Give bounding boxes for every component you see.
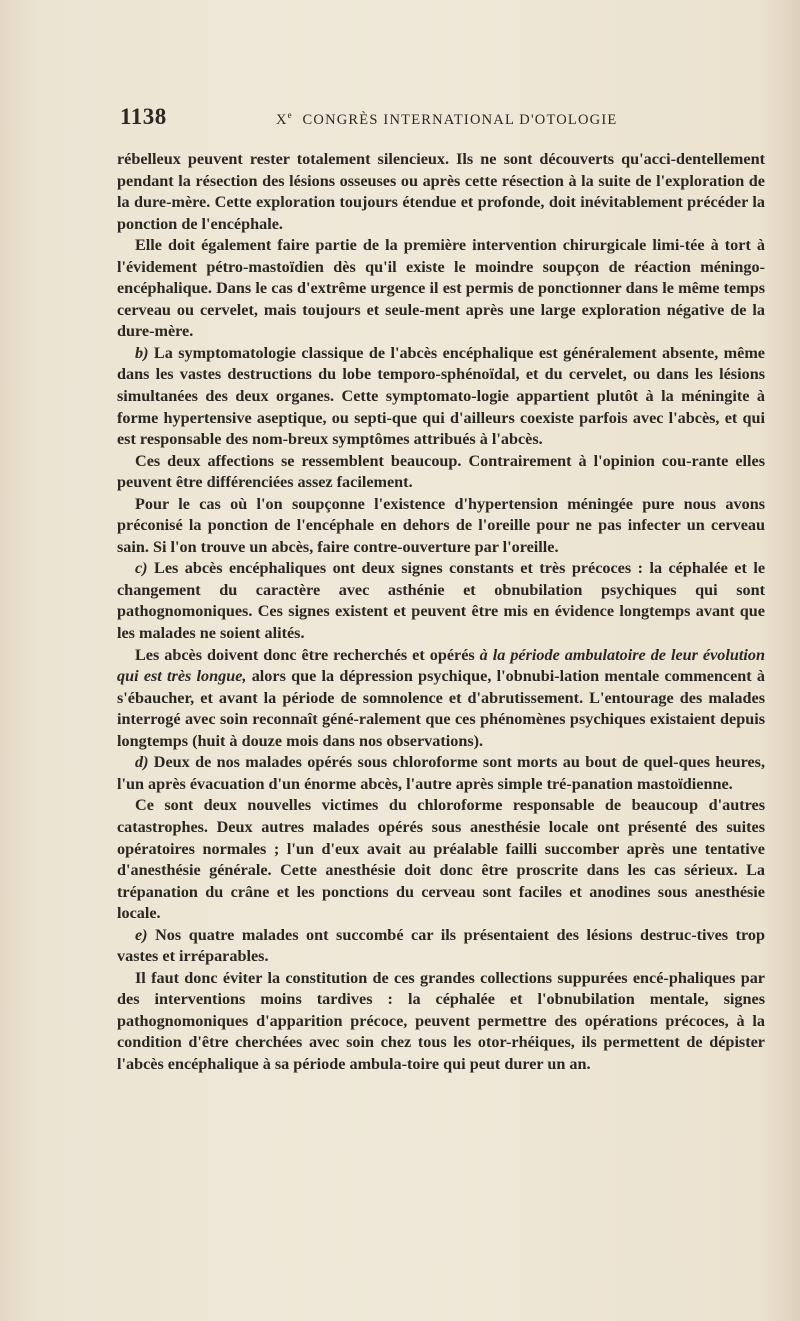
running-head-title: CONGRÈS INTERNATIONAL D'OTOLOGIE bbox=[302, 112, 618, 128]
paragraph-emphasis: à la période ambulatoire de leur évolution qui est très longue, bbox=[117, 645, 765, 686]
page-number: 1138 bbox=[120, 104, 167, 129]
paragraph-text: Les abcès encéphaliques ont deux signes constants et très précoces : la céphalée et le changement du caractère avec asthénie et obnubilation psychiques qui sont pathognomoniques. Ces signes existent et peuvent être mis en évidence longtemps avant que les malades ne soient alités. bbox=[117, 559, 765, 643]
paragraph-e bbox=[117, 925, 765, 968]
paragraph-letter: e) bbox=[135, 925, 148, 944]
paragraph-text-before: Les abcès doivent donc être recherchés et opérés bbox=[135, 645, 480, 664]
paragraph-text: La symptomatologie classique de l'abcès encéphalique est généralement absente, même dans les vastes destructions du lobe temporo-sphénoïdal, et du cervelet, ou dans les lésions simultanées des deux organes. Cette symptomato-logie appartient plutôt à la méningite à forme hypertensive aseptique, ou septi-que qui d'ailleurs coexiste parfois avec l'abcès, et qui est responsable des nom-breux symptômes attribués à l'abcès. bbox=[117, 343, 765, 449]
paragraph-d bbox=[117, 752, 765, 795]
paragraph-1: rébelleux peuvent rester totalement silencieux. Ils ne sont découverts qu'acci-dentellement pendant la résection des lésions osseuses ou après cette résection à la suite de l'exploration de la dure-mère. Cette exploration toujours étendue et profonde, doit inévitablement précéder la ponction de l'encéphale. bbox=[117, 150, 765, 233]
paragraph-b bbox=[117, 343, 765, 451]
body-text bbox=[117, 149, 765, 1076]
paragraph-11: Il faut donc éviter la constitution de ces grandes collections suppurées encé-phaliques par des interventions moins tardives : la céphalée et l'obnubilation mentale, signes pathognomoniques d'apparition précoce, peuvent permettre des opérations précoces, à la condition d'être cherchées avec soin chez tous les otor-rhéiques, ils permettent de dépister l'abcès encéphalique à sa période ambula-toire qui peut durer un an. bbox=[117, 968, 765, 1073]
paragraph-letter: b) bbox=[135, 343, 149, 362]
paragraph-text: Nos quatre malades ont succombé car ils présentaient des lésions destruc-tives trop vastes et irréparables. bbox=[117, 925, 765, 966]
paragraph-text: Deux de nos malades opérés sous chloroforme sont morts au bout de quel-ques heures, l'un après évacuation d'un énorme abcès, l'autre après simple tré-panation mastoïdienne. bbox=[117, 753, 765, 793]
running-head-superscript: e bbox=[287, 110, 293, 120]
paragraph-c bbox=[117, 558, 765, 644]
paragraph-text-after: alors que la dépression psychique, l'obnubi-lation mentale commencent à s'ébaucher, et avant la période de somnolence et d'abrutissement. L'entourage des malades interrogé avec soin reconnaît géné-ralement que ces phénomènes psychiques existaient depuis longtemps (huit à douze mois dans nos observations). bbox=[117, 667, 766, 750]
paragraph-9: Ce sont deux nouvelles victimes du chloroforme responsable de beaucoup d'autres catastrophes. Deux autres malades opérés sous anesthésie locale ont présenté des suites opératoires normales ; l'un d'eux avait au préalable failli succomber après une tentative d'anesthésie générale. Cette anesthésie doit donc être proscrite dans les cas sérieux. La trépanation du crâne et les ponctions du cerveau sont faciles et anodines sous anesthésie locale. bbox=[117, 796, 765, 923]
running-head-roman: X bbox=[276, 112, 288, 128]
page-header bbox=[120, 104, 765, 134]
running-head bbox=[276, 110, 617, 129]
paragraph-letter: d) bbox=[135, 753, 149, 772]
paragraph-4: Ces deux affections se ressemblent beaucoup. Contrairement à l'opinion cou-rante elles peuvent être différenciées assez facilement. bbox=[117, 451, 765, 492]
paragraph-7 bbox=[117, 645, 765, 753]
paragraph-2: Elle doit également faire partie de la première intervention chirurgicale limi-tée à tort à l'évidement pétro-mastoïdien dès qu'il existe le moindre soupçon de réaction méningo-encéphalique. Dans le cas d'extrême urgence il est permis de ponctionner dans le même temps cerveau ou cervelet, mais toujours et seule-ment après une large exploration négative de la dure-mère. bbox=[117, 236, 765, 341]
paragraph-letter: c) bbox=[135, 559, 148, 578]
paragraph-5: Pour le cas où l'on soupçonne l'existence d'hypertension méningée pure nous avons préconisé la ponction de l'encéphale en dehors de l'oreille pour ne pas infecter un cerveau sain. Si l'on trouve un abcès, faire contre-ouverture par l'oreille. bbox=[117, 494, 765, 556]
